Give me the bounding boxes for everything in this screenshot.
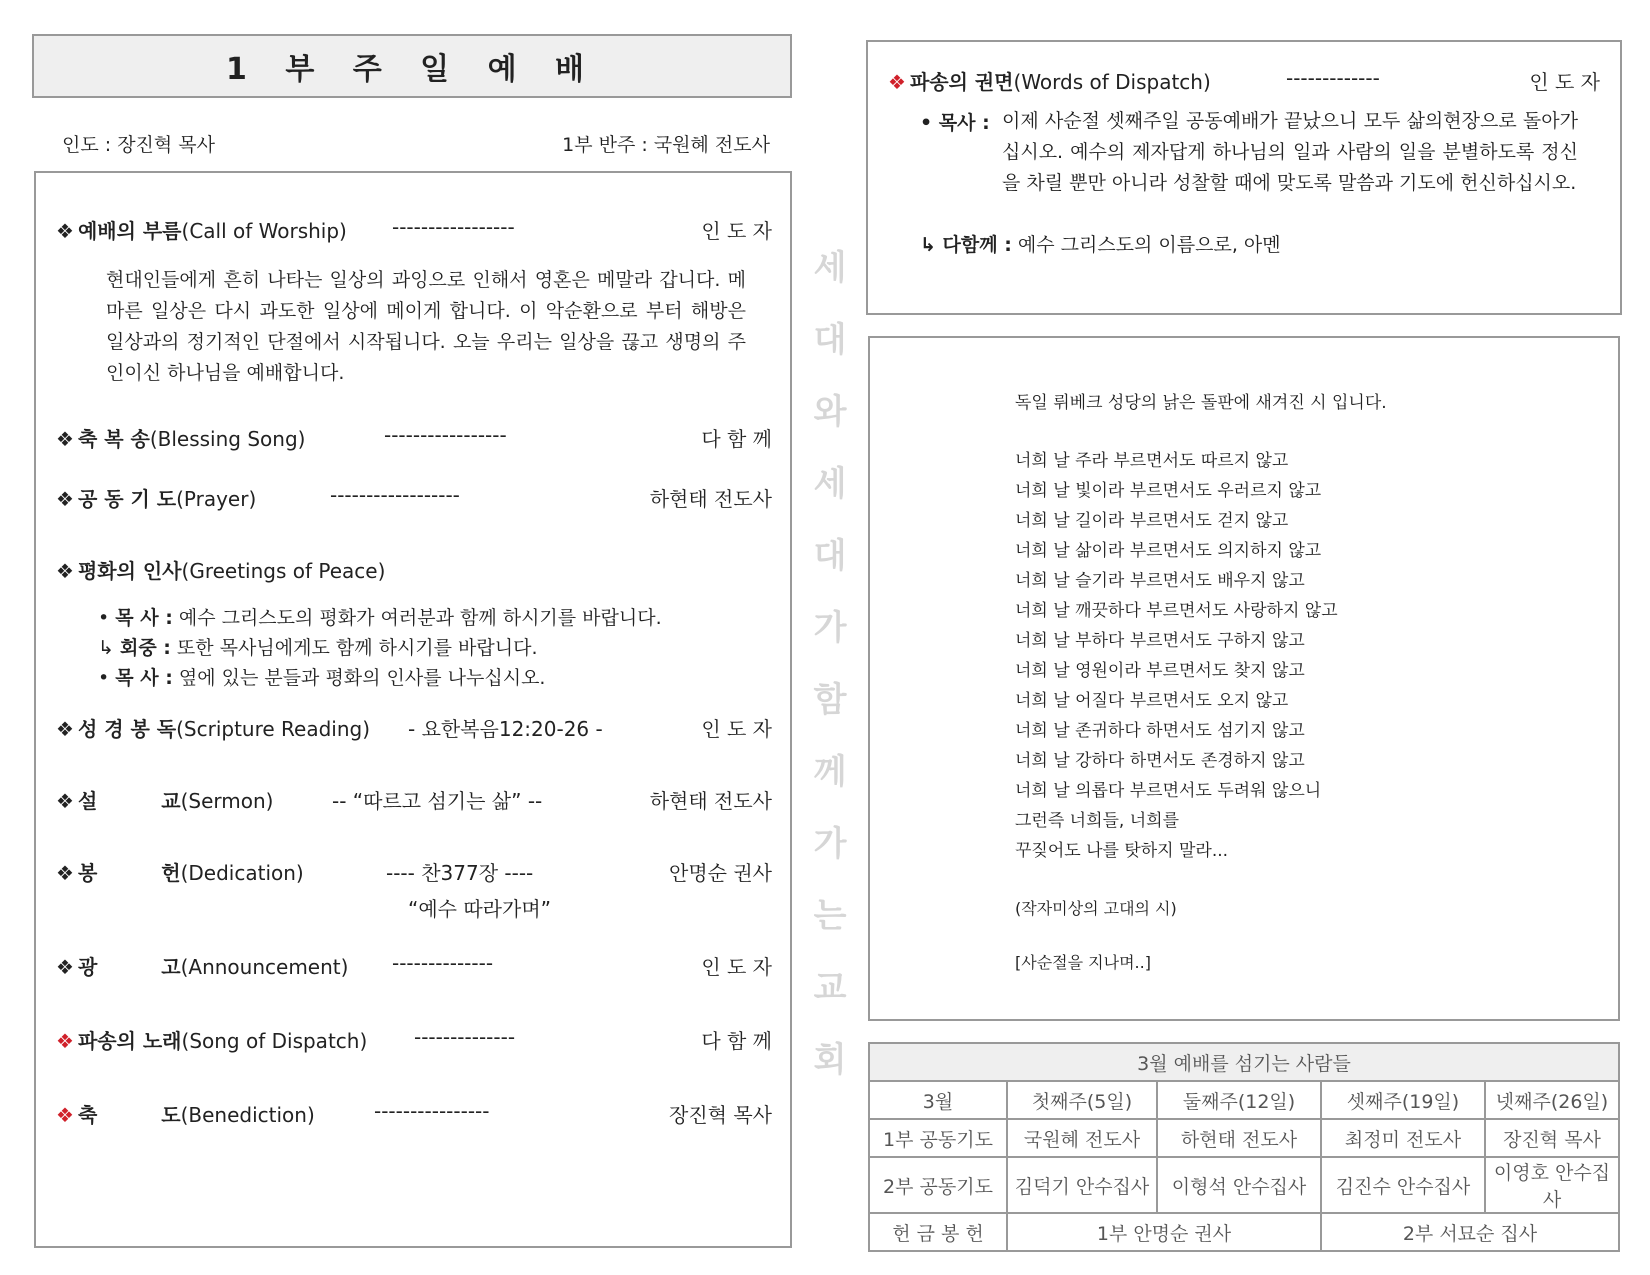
peace-line: ↳ 회중 : 또한 목사님에게도 함께 하시기를 바랍니다. <box>98 637 538 659</box>
announcement-leader: 인 도 자 <box>701 955 772 979</box>
column-header: 3월 <box>869 1081 1007 1119</box>
diamond-bullet-icon: ❖ <box>56 955 74 979</box>
benediction-pastor: 장진혁 목사 <box>669 1103 772 1127</box>
poem-line: 너희 날 강하다 하면서도 존경하지 않고 <box>1015 751 1305 771</box>
poem-line: 너희 날 주라 부르면서도 따르지 않고 <box>1015 451 1289 471</box>
accompanist-info: 1부 반주 : 국원혜 전도사 <box>562 134 770 156</box>
table-cell: 장진혁 목사 <box>1485 1119 1619 1157</box>
table-cell: 국원혜 전도사 <box>1007 1119 1157 1157</box>
peace-row <box>56 555 772 585</box>
poem-line: 너희 날 삶이라 부르면서도 의지하지 않고 <box>1015 541 1322 561</box>
motto-char: 께 <box>813 752 847 792</box>
all-response: ↳ 다함께 : 예수 그리스도의 이름으로, 아멘 <box>920 234 1281 256</box>
pastor-dispatch-text: 이제 사순절 셋째주일 공동예배가 끝났으니 모두 삶의현장으로 돌아가십시오. 예수의 제자답게 하나님의 일과 사람의 일을 분별하도록 정신을 차릴 뿐만 아니라 성찰할 때에 맞도록 말씀과 기도에 헌신하십시오. <box>1002 110 1578 194</box>
poem-line: 너희 날 깨끗하다 부르면서도 사랑하지 않고 <box>1015 601 1338 621</box>
peace-eng: (Greetings of Peace) <box>181 559 386 583</box>
sermon-row: ❖ 설 교(Sermon) -- “따르고 섬기는 삶” -- 하현태 전도사 <box>56 785 772 815</box>
benediction-dash: ---------------- <box>374 1099 490 1123</box>
service-title: 1 부 주 일 예 배 <box>32 34 792 98</box>
motto-char: 와 <box>813 392 847 432</box>
table-cell: 김덕기 안수집사 <box>1007 1157 1157 1213</box>
motto-char: 가 <box>813 608 847 648</box>
column-header: 둘째주(12일) <box>1157 1081 1321 1119</box>
poem-line: 너희 날 부하다 부르면서도 구하지 않고 <box>1015 631 1305 651</box>
motto-char: 가 <box>813 824 847 864</box>
diamond-bullet-icon: ❖ <box>56 1103 74 1127</box>
diamond-bullet-icon: ❖ <box>56 427 74 451</box>
table-row <box>869 1213 1619 1251</box>
column-header: 첫째주(5일) <box>1007 1081 1157 1119</box>
sermon-title: -- “따르고 섬기는 삶” -- <box>332 789 543 813</box>
column-header: 넷째주(26일) <box>1485 1081 1619 1119</box>
sermon-preacher: 하현태 전도사 <box>649 789 772 813</box>
dedication-hymn: ---- 찬377장 ---- <box>386 861 534 885</box>
poem-line: 너희 날 길이라 부르면서도 걷지 않고 <box>1015 511 1289 531</box>
poem-line: 너희 날 영원이라 부르면서도 찾지 않고 <box>1015 661 1305 681</box>
order-of-worship <box>34 171 792 1248</box>
diamond-bullet-icon: ❖ <box>56 1029 74 1053</box>
call-label: 예배의 부름 <box>77 219 182 243</box>
table-row <box>869 1157 1619 1213</box>
motto-char: 교 <box>813 968 847 1008</box>
poem-line: 너희 날 어질다 부르면서도 오지 않고 <box>1015 691 1289 711</box>
motto-char: 함 <box>813 680 847 720</box>
schedule-table <box>868 1042 1620 1252</box>
dispatch-label: 파송의 권면 <box>909 70 1014 94</box>
benediction-row: ❖ 축 도(Benediction) ---------------- 장진혁 목사 <box>56 1099 772 1127</box>
diamond-bullet-icon: ❖ <box>888 70 906 94</box>
motto-char: 세 <box>813 248 847 288</box>
call-text: 현대인들에게 흔히 나타는 일상의 과잉으로 인해서 영혼은 메말라 갑니다. 메마른 일상은 다시 과도한 일상에 메이게 합니다. 이 악순환으로 부터 해방은 일상과의 정기적인 단절에서 시작됩니다. 오늘 우리는 일상을 끊고 생명의 주인이신 하나님을 예배합니다. <box>106 269 746 384</box>
diamond-bullet-icon: ❖ <box>56 559 74 583</box>
dispatch-eng: (Words of Dispatch) <box>1013 70 1211 94</box>
table-row <box>869 1119 1619 1157</box>
prayer-leader: 하현태 전도사 <box>649 487 772 511</box>
poem-line: 꾸짖어도 나를 탓하지 말라... <box>1015 841 1229 861</box>
column-header: 셋째주(19일) <box>1321 1081 1485 1119</box>
diamond-bullet-icon: ❖ <box>56 219 74 243</box>
blessing-label: 축 복 송 <box>77 427 150 451</box>
scripture-label: 성 경 봉 독 <box>77 717 177 741</box>
motto-char: 대 <box>813 536 847 576</box>
scripture-row <box>56 713 772 743</box>
table-cell: 1부 안명순 권사 <box>1007 1213 1321 1251</box>
dispatch-row <box>888 66 1600 96</box>
call-row <box>56 215 772 245</box>
poem-line: 너희 날 슬기라 부르면서도 배우지 않고 <box>1015 571 1305 591</box>
poem-note: [사순절을 지나며..] <box>1015 953 1151 972</box>
dedication-leader: 안명순 권사 <box>669 861 772 885</box>
table-cell: 이형석 안수집사 <box>1157 1157 1321 1213</box>
announcement-eng: (Announcement) <box>180 955 349 979</box>
table-cell: 2부 공동기도 <box>869 1157 1007 1213</box>
dispatch-song-leader: 다 함 께 <box>701 1029 772 1053</box>
dispatch-dash: ------------- <box>1286 66 1380 90</box>
prayer-label: 공 동 기 도 <box>77 487 177 511</box>
pastor-role: • 목사 : <box>920 112 990 134</box>
table-cell: 하현태 전도사 <box>1157 1119 1321 1157</box>
leader-info: 인도 : 장진혁 목사 <box>62 134 215 156</box>
motto-char: 대 <box>813 320 847 360</box>
scripture-leader: 인 도 자 <box>701 717 772 741</box>
dispatch-song-row <box>56 1025 772 1055</box>
prayer-row <box>56 483 772 513</box>
table-cell: 이영호 안수집사 <box>1485 1157 1619 1213</box>
motto-char: 세 <box>813 464 847 504</box>
prayer-dash: ------------------ <box>330 483 460 507</box>
motto-char: 회 <box>813 1040 847 1080</box>
blessing-leader: 다 함 께 <box>701 427 772 451</box>
dispatch-song-eng: (Song of Dispatch) <box>181 1029 368 1053</box>
announcement-row: ❖ 광 고(Announcement) -------------- 인 도 자 <box>56 951 772 979</box>
table-cell: 2부 서묘순 집사 <box>1321 1213 1619 1251</box>
call-dash: ----------------- <box>392 215 515 239</box>
call-eng: (Call of Worship) <box>181 219 347 243</box>
poem-line: 너희 날 빛이라 부르면서도 우러르지 않고 <box>1015 481 1322 501</box>
motto-char: 는 <box>813 896 847 936</box>
poem-line: 그런즉 너희들, 너희를 <box>1015 811 1180 831</box>
dispatch-song-dash: -------------- <box>414 1025 516 1049</box>
dispatch-words-box <box>866 40 1622 315</box>
poem-box <box>868 336 1620 1021</box>
dispatch-song-label: 파송의 노래 <box>77 1029 182 1053</box>
table-cell: 최정미 전도사 <box>1321 1119 1485 1157</box>
poem-intro: 독일 뤼베크 성당의 낡은 돌판에 새겨진 시 입니다. <box>1015 393 1387 413</box>
peace-line: • 목 사 : 예수 그리스도의 평화가 여러분과 함께 하시기를 바랍니다. <box>98 607 662 629</box>
dedication-row: ❖ 봉 헌(Dedication) ---- 찬377장 ---- 안명순 권사 <box>56 857 772 887</box>
dedication-hymn-title: “예수 따라가며” <box>408 897 551 921</box>
scripture-reference: - 요한복음12:20-26 - <box>408 717 603 741</box>
dispatch-leader: 인 도 자 <box>1529 70 1600 94</box>
blessing-eng: (Blessing Song) <box>149 427 306 451</box>
prayer-eng: (Prayer) <box>176 487 257 511</box>
church-motto-vertical <box>800 240 860 1104</box>
table-cell: 김진수 안수집사 <box>1321 1157 1485 1213</box>
blessing-dash: ----------------- <box>384 423 507 447</box>
schedule-title: 3월 예배를 섬기는 사람들 <box>869 1043 1619 1081</box>
blessing-row <box>56 423 772 453</box>
poem-source: (작자미상의 고대의 시) <box>1015 899 1177 918</box>
benediction-eng: (Benediction) <box>180 1103 315 1127</box>
diamond-bullet-icon: ❖ <box>56 861 74 885</box>
sermon-eng: (Sermon) <box>180 789 274 813</box>
dedication-eng: (Dedication) <box>180 861 304 885</box>
diamond-bullet-icon: ❖ <box>56 487 74 511</box>
peace-line: • 목 사 : 옆에 있는 분들과 평화의 인사를 나누십시오. <box>98 667 546 689</box>
diamond-bullet-icon: ❖ <box>56 717 74 741</box>
call-leader: 인 도 자 <box>701 219 772 243</box>
peace-label: 평화의 인사 <box>77 559 182 583</box>
table-cell: 1부 공동기도 <box>869 1119 1007 1157</box>
poem-line: 너희 날 의롭다 부르면서도 두려워 않으니 <box>1015 781 1322 801</box>
poem-line: 너희 날 존귀하다 하면서도 섬기지 않고 <box>1015 721 1305 741</box>
scripture-eng: (Scripture Reading) <box>176 717 371 741</box>
table-cell: 헌 금 봉 헌 <box>869 1213 1007 1251</box>
announcement-dash: -------------- <box>392 951 494 975</box>
diamond-bullet-icon: ❖ <box>56 789 74 813</box>
